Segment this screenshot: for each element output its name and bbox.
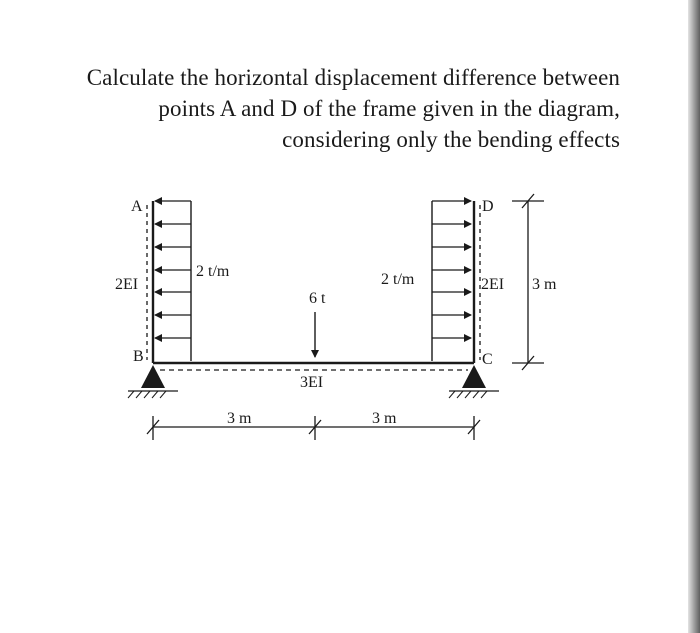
left-span-label: 3 m <box>227 410 252 427</box>
column-height-label: 3 m <box>532 276 557 293</box>
point-b-label: B <box>133 348 144 365</box>
pin-triangle <box>141 365 165 388</box>
point-c-label: C <box>482 351 493 368</box>
point-load-label: 6 t <box>309 290 326 307</box>
right-load-label: 2 t/m <box>381 271 415 288</box>
point-a-label: A <box>131 198 143 215</box>
beam-stiffness: 3EI <box>300 374 324 391</box>
ground-hatch <box>128 391 166 398</box>
right-pin-support <box>449 365 499 398</box>
problem-line-3: considering only the bending effects <box>282 127 620 152</box>
right-load-arrows <box>432 201 471 338</box>
left-column-stiffness: 2EI <box>115 276 139 293</box>
point-d-label: D <box>482 198 494 215</box>
span-dimension <box>147 416 480 440</box>
left-distributed-load <box>155 201 191 361</box>
right-span-label: 3 m <box>372 410 397 427</box>
left-load-label: 2 t/m <box>196 263 230 280</box>
right-distributed-load <box>432 201 471 361</box>
right-column-stiffness: 2EI <box>481 276 505 293</box>
problem-line-2: points A and D of the frame given in the diagram, <box>158 96 620 121</box>
problem-line-1: Calculate the horizontal displacement difference between <box>86 65 620 90</box>
pin-triangle <box>462 365 486 388</box>
ground-hatch <box>449 391 487 398</box>
page-edge-shadow <box>688 0 700 633</box>
left-load-arrows <box>155 201 191 338</box>
